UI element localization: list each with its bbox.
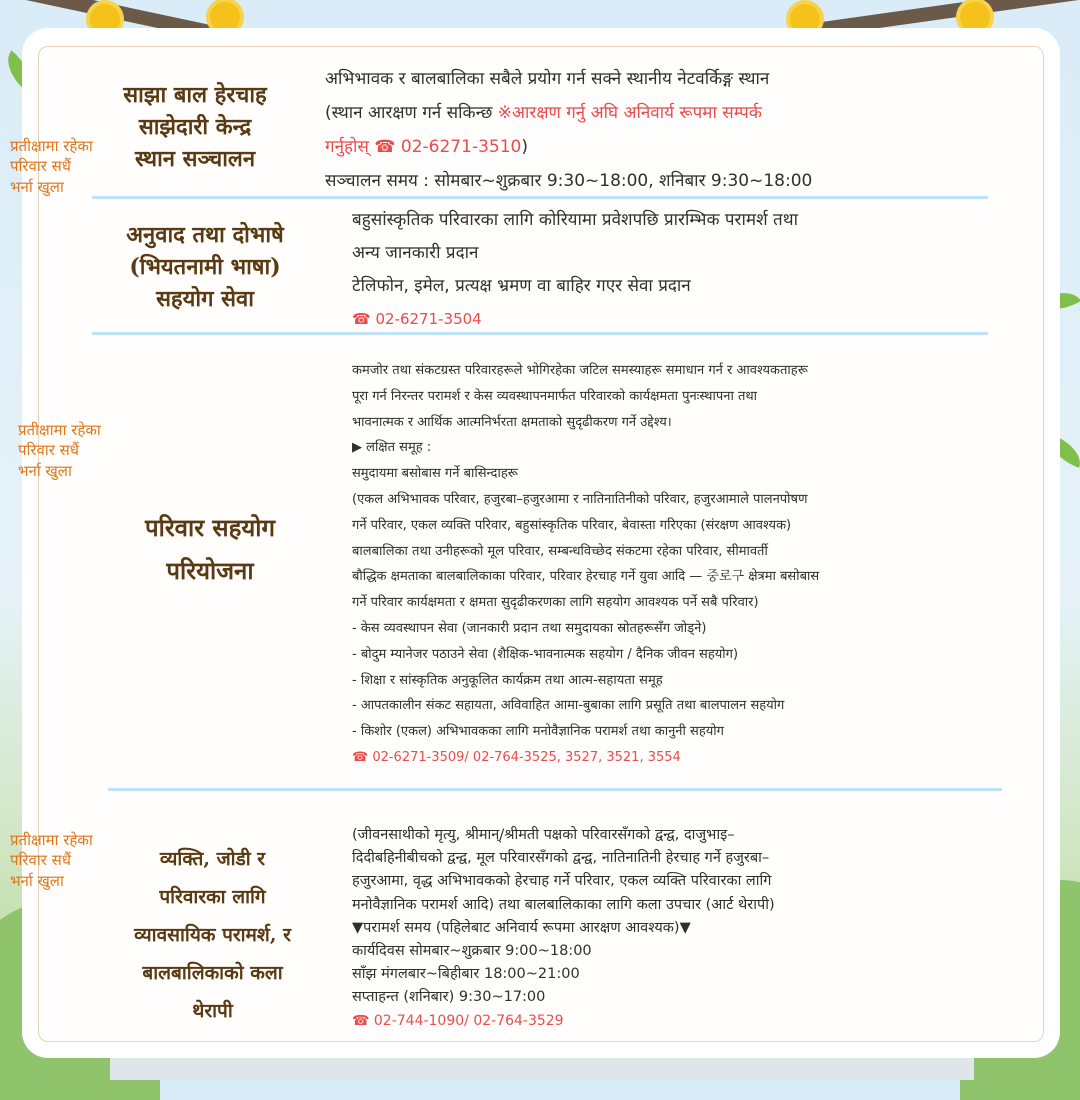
section2-phone: ☎ 02-6271-3504 [352,310,482,328]
service-list-item: - शिक्षा र सांस्कृतिक अनुकूलित कार्यक्रम तथा आत्म-सहायता समूह [352,672,663,688]
section3-line: (एकल अभिभावक परिवार, हजुरबा–हजुरआमा र नातिनातिनीको परिवार, हजुरआमाले पालनपोषण [352,491,808,507]
service-list-item: - केस व्यवस्थापन सेवा (जानकारी प्रदान तथा समुदायका स्रोतहरूसँग जोड्ने) [352,620,707,636]
section1-body [325,62,1015,198]
reservation-notice: ※आरक्षण गर्नु अघि अनिवार्य रूपमा सम्पर्क [492,103,762,123]
section-divider [92,332,988,335]
section2-title [90,220,320,316]
section4-line: दिदीबहिनीबीचको द्वन्द्व, मूल परिवारसँगको द्वन्द्व, नातिनातिनी हेरचाह गर्ने हजुरबा– [352,850,770,867]
section3-phone: ☎ 02-6271-3509/ 02-764-3525, 3527, 3521, 3554 [352,749,681,765]
waiting-note-line: प्रतीक्षामा रहेका [10,831,93,849]
section1-title-line: साझेदारी केन्द्र [138,113,252,140]
section3-title-line: परिवार सहयोग [144,513,275,542]
section2-body [352,204,1012,336]
section1-waiting-note [10,136,93,197]
service-list-item: - बोदुम म्यानेजर पठाउने सेवा (शैक्षिक-भावनात्मक सहयोग / दैनिक जीवन सहयोग) [352,646,739,662]
section-divider [92,196,988,199]
section2-title-line: अनुवाद तथा दोभाषे [126,222,284,248]
section2-line: बहुसांस्कृतिक परिवारका लागि कोरियामा प्रवेशपछि प्रारम्भिक परामर्श तथा [352,210,798,230]
section3-line: कमजोर तथा संकटग्रस्त परिवारहरूले भोगिरहेका जटिल समस्याहरू समाधान गर्न र आवश्यकताहरू [352,363,808,378]
section4-title-line: परिवारका लागि [159,886,266,908]
section1-title-line: स्थान सञ्चालन [134,145,256,172]
closing-paren: ) [521,137,528,157]
section2-line: टेलिफोन, इमेल, प्रत्यक्ष भ्रमण वा बाहिर गएर सेवा प्रदान [352,276,691,296]
section3-body [352,358,1007,771]
section1-hours: सञ्चालन समय : सोमबार~शुक्रबार 9:30~18:00, शनिबार 9:30~18:00 [325,171,813,191]
section3-waiting-note [18,420,101,481]
reservation-text: (स्थान आरक्षण गर्न सकिन्छ [325,103,493,123]
section3-line: गर्ने परिवार कार्यक्षमता र क्षमता सुदृढीकरणका लागि सहयोग आवश्यक पर्ने सबै परिवार) [352,595,759,611]
waiting-note-line: भर्ना खुला [10,871,64,890]
waiting-note-line: प्रतीक्षामा रहेका [10,137,93,155]
waiting-note-line: परिवार सधैं [18,441,80,460]
section4-title [95,840,330,1030]
counseling-hours-line: साँझ मंगलबार~बिहीबार 18:00~21:00 [352,966,580,983]
section3-line: भावनात्मक र आर्थिक आत्मनिर्भरता क्षमताको सुदृढीकरण गर्ने उद्देश्य। [352,414,672,430]
section1-description: अभिभावक र बालबालिका सबैले प्रयोग गर्न सक्ने स्थानीय नेटवर्किङ्ग स्थान [325,69,770,89]
waiting-note-line: भर्ना खुला [10,177,64,196]
service-list-item: - किशोर (एकल) अभिभावकका लागि मनोवैज्ञानिक परामर्श तथा कानुनी सहयोग [352,724,724,740]
section4-waiting-note [10,830,93,891]
section1-title-line: साझा बाल हेरचाह [123,82,267,108]
section3-line: समुदायमा बसोबास गर्ने बासिन्दाहरू [352,466,518,482]
section4-title-line: व्यक्ति, जोडी र [159,848,266,870]
waiting-note-line: परिवार सधैं [10,157,72,176]
section2-title-line: सहयोग सेवा [156,285,254,312]
section1-reservation-line [325,96,1015,130]
section3-line: बौद्धिक क्षमताका बालबालिकाका परिवार, परिवार हेरचाह गर्ने युवा आदि — 중로구 क्षेत्रमा बसोबास [352,569,820,585]
section3-title [110,506,310,592]
section4-title-line: व्यावसायिक परामर्श, र [134,924,291,946]
section2-title-line: (भियतनामी भाषा) [129,253,281,280]
section4-title-line: थेरापी [192,1000,233,1022]
waiting-note-line: प्रतीक्षामा रहेका [18,421,101,439]
target-group-heading: ▶ लक्षित समूह : [352,440,432,456]
waiting-note-line: परिवार सधैं [10,851,72,870]
section1-phone-line [325,130,1015,164]
section4-title-line: बालबालिकाको कला [142,962,283,984]
service-list-item: - आपतकालीन संकट सहायता, अविवाहित आमा-बुबाका लागि प्रसूति तथा बालपालन सहयोग [352,698,785,714]
section2-line: अन्य जानकारी प्रदान [352,243,479,263]
section1-phone: गर्नुहोस् ☎ 02-6271-3510 [325,137,522,157]
section4-line: हजुरआमा, वृद्ध अभिभावकको हेरचाह गर्ने परिवार, एकल व्यक्ति परिवारका लागि [352,873,772,890]
section3-line: पूरा गर्न निरन्तर परामर्श र केस व्यवस्थापनमार्फत परिवारको कार्यक्षमता पुनःस्थापना तथा [352,388,758,404]
section3-line: बालबालिका तथा उनीहरूको मूल परिवार, सम्बन्धविच्छेद संकटमा रहेका परिवार, सीमावर्ती [352,543,768,559]
section4-phone: ☎ 02-744-1090/ 02-764-3529 [352,1012,564,1029]
section4-body [352,824,1022,1033]
section-divider [108,788,1002,791]
section1-title [90,80,300,176]
section3-line: गर्ने परिवार, एकल व्यक्ति परिवार, बहुसांस्कृतिक परिवार, बेवास्ता गरिएका (संरक्षण आवश्यक) [352,517,792,533]
waiting-note-line: भर्ना खुला [18,461,72,480]
section3-title-line: परियोजना [166,556,254,586]
section4-line: (जीवनसाथीको मृत्यु, श्रीमान्/श्रीमती पक्षको परिवारसँगको द्वन्द्व, दाजुभाइ– [352,827,735,843]
counseling-hours-line: सप्ताहन्त (शनिबार) 9:30~17:00 [352,989,546,1006]
section4-line: मनोवैज्ञानिक परामर्श आदि) तथा बालबालिकाका लागि कला उपचार (आर्ट थेरापी) [352,896,775,913]
counseling-hours-heading: ▼परामर्श समय (पहिलेबाट अनिवार्य रूपमा आरक्षण आवश्यक)▼ [352,919,691,936]
counseling-hours-line: कार्यदिवस सोमबार~शुक्रबार 9:00~18:00 [352,943,592,960]
